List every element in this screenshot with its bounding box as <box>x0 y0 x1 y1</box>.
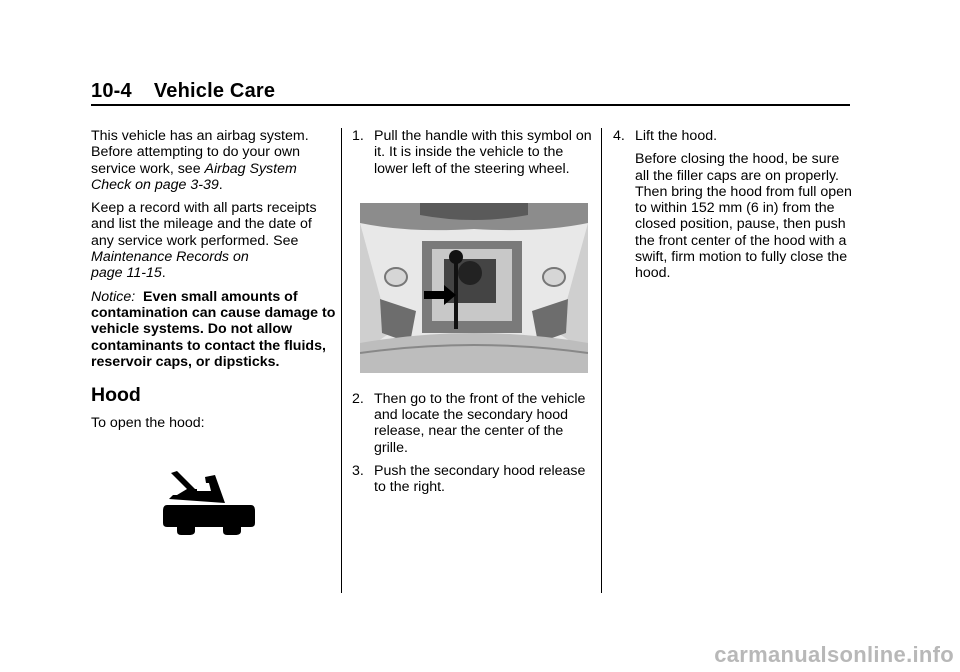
site-watermark: carmanualsonline.info <box>714 642 954 667</box>
step-text: Lift the hood. <box>635 128 718 144</box>
notice-text: Even small amounts of contamination can cause damage to vehicle systems. Do not allow contaminants to contact the fluids, reservoir caps, or dipsticks. <box>91 288 336 370</box>
airbag-text: This vehicle has an airbag system. Before attempting to do your own service work, see <box>91 128 309 177</box>
step-3 <box>352 463 592 496</box>
column-divider <box>341 128 342 593</box>
engine-bay-illustration <box>360 203 588 373</box>
header-rule <box>91 104 850 106</box>
step-text: Push the secondary hood release to the right. <box>374 463 586 496</box>
step-text: Then go to the front of the vehicle and locate the secondary hood release, near the center of the grille. <box>374 390 586 456</box>
page-title <box>91 80 275 103</box>
section-heading-hood: Hood <box>91 384 141 407</box>
step-number: 2. <box>352 390 364 407</box>
step-2 <box>352 391 592 456</box>
step-number: 4. <box>613 128 625 144</box>
period: . <box>218 176 223 193</box>
records-text: Keep a record with all parts receipts and list the mileage and the date of any service work performed. See <box>91 200 317 249</box>
maintenance-cross-reference-page[interactable]: page 11-15 <box>91 265 162 282</box>
step-text: Pull the handle with this symbol on it. It is inside the vehicle to the lower left of the steering wheel. <box>374 128 592 177</box>
hood-release-photo <box>360 203 588 373</box>
hood-release-symbol-icon <box>163 469 255 535</box>
records-paragraph <box>91 200 337 281</box>
step-number: 3. <box>352 463 364 480</box>
airbag-cross-reference[interactable]: Airbag System Check on page 3-39 <box>91 160 297 193</box>
column-right <box>613 128 853 289</box>
column-middle <box>352 128 592 503</box>
column-divider <box>601 128 602 593</box>
step-1 <box>352 128 592 177</box>
column-left <box>91 128 337 539</box>
airbag-paragraph <box>91 128 337 193</box>
chapter-title: Vehicle Care <box>153 80 276 102</box>
notice-label: Notice: <box>91 288 136 305</box>
step-4 <box>613 128 853 144</box>
maintenance-cross-reference[interactable]: Maintenance Records on <box>91 249 249 266</box>
notice-paragraph <box>91 289 337 370</box>
page-header <box>91 80 851 108</box>
step-number: 1. <box>352 128 364 144</box>
page-number: 10-4 <box>91 80 132 102</box>
period: . <box>161 265 166 282</box>
hood-closing-instructions: Before closing the hood, be sure all the filler caps are on properly. Then bring the hood from full open to within 152 mm (6 in) from the closed position, pause, then push the front center of the hood with a swift, firm motion to fully close the hood. <box>635 151 852 282</box>
open-hood-intro: To open the hood: <box>91 415 205 432</box>
